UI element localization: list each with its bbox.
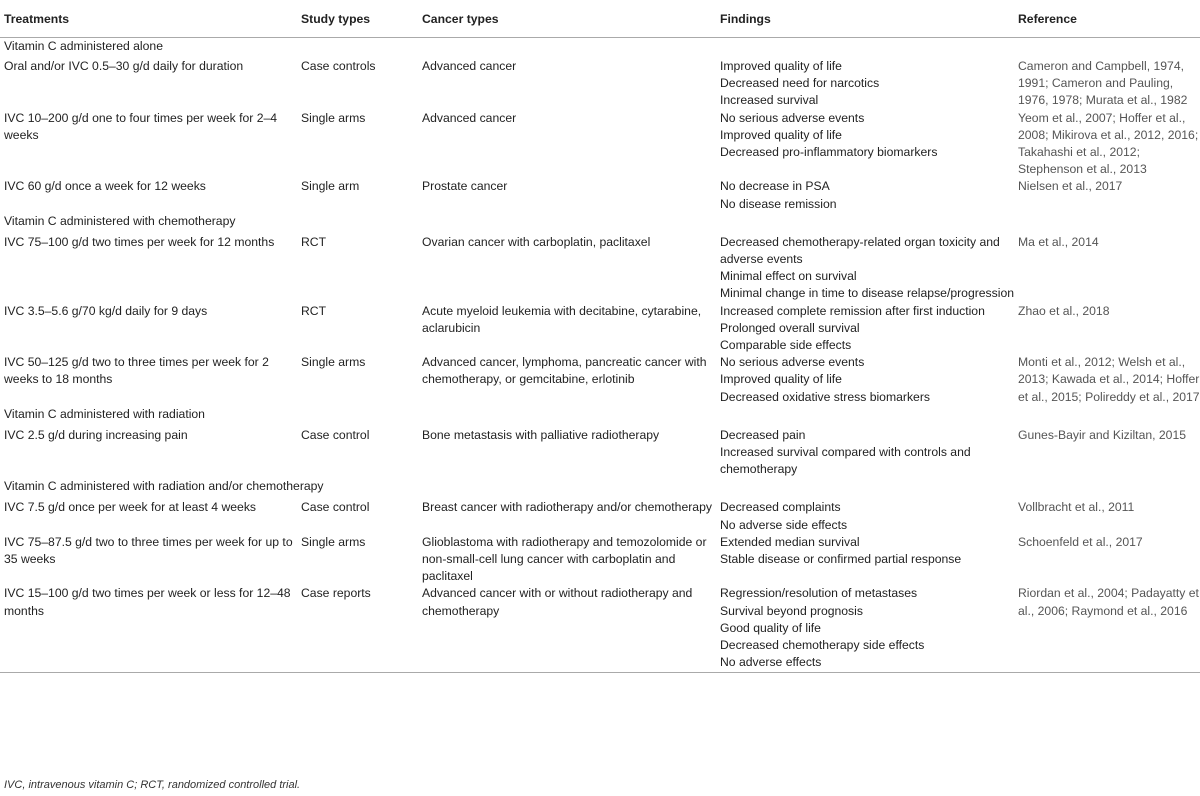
finding-item: Decreased chemotherapy side effects [720,638,925,653]
finding-item: Decreased need for narcotics [720,76,880,91]
table-row [0,110,1200,179]
table-row [0,585,1200,672]
finding-item: No serious adverse events [720,355,865,370]
findings-cell [720,303,1018,355]
cancer-type-cell: Bone metastasis with palliative radiotherapy [422,427,660,442]
finding-item: Prolonged overall survival [720,320,860,335]
finding-item: No adverse side effects [720,517,848,532]
table-row [0,234,1200,303]
study-type-cell: Case control [301,427,370,442]
finding-item: Comparable side effects [720,338,852,353]
study-type-cell: Case control [301,500,370,515]
finding-item: No adverse effects [720,655,822,670]
study-type-cell: Single arms [301,534,366,549]
findings-cell [720,110,1018,179]
treatment-cell: IVC 75–100 g/d two times per week for 12 months [4,234,275,249]
treatment-cell: IVC 75–87.5 g/d two to three times per week for up to 35 weeks [4,534,293,567]
section-row [0,37,1200,58]
findings-cell [720,178,1018,212]
study-type-cell: Case reports [301,585,422,672]
finding-item: Decreased pro-inflammatory biomarkers [720,145,938,160]
section-title: Vitamin C administered alone [4,38,163,53]
findings-cell [720,585,1018,672]
cancer-type-cell: Advanced cancer [422,110,517,125]
section-title: Vitamin C administered with radiation and/or chemotherapy [4,479,324,494]
cancer-type-cell: Prostate cancer [422,179,508,194]
cancer-type-cell: Breast cancer with radiotherapy and/or chemotherapy [422,500,712,515]
reference-cell: Monti et al., 2012; Welsh et al., 2013; Kawada et al., 2014; Hoffer et al., 2015; Polireddy et al., 2017 [1018,355,1200,404]
header-findings: Findings [720,0,1018,37]
study-type-cell: Single arm [301,179,360,194]
section-row [0,478,1200,499]
finding-item: Decreased pain [720,427,806,442]
findings-cell [720,534,1018,586]
table-row [0,303,1200,355]
section-title: Vitamin C administered with chemotherapy [4,213,236,228]
reference-cell: Riordan et al., 2004; Padayatty et al., 2006; Raymond et al., 2016 [1018,585,1200,672]
reference-cell: Ma et al., 2014 [1018,234,1099,249]
treatment-cell: IVC 50–125 g/d two to three times per week for 2 weeks to 18 months [4,355,269,387]
table-footnote: IVC, intravenous vitamin C; RCT, randomized controlled trial. [4,779,301,791]
reference-cell: Zhao et al., 2018 [1018,303,1110,318]
table-row [0,534,1200,586]
study-type-cell: RCT [301,234,327,249]
section-row [0,213,1200,234]
study-type-cell: Single arms [301,110,366,125]
finding-item: Decreased oxidative stress biomarkers [720,389,930,404]
finding-item: Good quality of life [720,620,821,635]
finding-item: Decreased chemotherapy-related organ toxicity and adverse events [720,234,1000,267]
findings-cell [720,234,1018,303]
treatment-cell: Oral and/or IVC 0.5–30 g/d daily for duration [4,59,244,73]
cancer-type-cell: Ovarian cancer with carboplatin, paclitaxel [422,234,651,249]
finding-item: Improved quality of life [720,127,842,142]
cancer-type-cell: Advanced cancer [422,59,517,73]
reference-cell: Yeom et al., 2007; Hoffer et al., 2008; Mikirova et al., 2012, 2016; Takahashi et al., 2012; Stephenson et al., 2013 [1018,110,1199,177]
finding-item: Improved quality of life [720,59,842,73]
table-body [0,37,1200,672]
cancer-type-cell: Acute myeloid leukemia with decitabine, cytarabine, aclarubicin [422,303,702,335]
header-row [0,0,1200,37]
treatment-cell: IVC 15–100 g/d two times per week or less for 12–48 months [0,585,301,672]
finding-item: Increased complete remission after first induction [720,303,985,318]
treatment-cell: IVC 7.5 g/d once per week for at least 4 weeks [4,500,257,515]
finding-item: Stable disease or confirmed partial response [720,552,962,567]
finding-item: No disease remission [720,196,837,211]
cancer-type-cell: Advanced cancer, lymphoma, pancreatic cancer with chemotherapy, or gemcitabine, erlotinib [422,355,707,387]
finding-item: Regression/resolution of metastases [720,586,918,601]
reference-cell: Schoenfeld et al., 2017 [1018,534,1143,549]
findings-cell [720,427,1018,479]
reference-cell: Vollbracht et al., 2011 [1018,500,1135,515]
study-type-cell: Case controls [301,59,376,73]
treatment-cell: IVC 60 g/d once a week for 12 weeks [4,179,206,194]
table-row [0,427,1200,479]
header-study-types: Study types [301,0,422,37]
header-cancer-types: Cancer types [422,0,720,37]
section-title: Vitamin C administered with radiation [4,406,205,421]
table-row [0,178,1200,212]
findings-cell [720,499,1018,533]
cancer-type-cell: Advanced cancer with or without radiotherapy and chemotherapy [422,585,720,672]
findings-cell [720,58,1018,110]
study-type-cell: RCT [301,303,327,318]
table-row [0,354,1200,406]
treatment-cell: IVC 2.5 g/d during increasing pain [4,427,188,442]
section-row [0,406,1200,427]
cancer-type-cell: Glioblastoma with radiotherapy and temozolomide or non-small-cell lung cancer with carboplatin and paclitaxel [422,534,707,584]
treatment-cell: IVC 3.5–5.6 g/70 kg/d daily for 9 days [4,303,208,318]
findings-cell [720,354,1018,406]
finding-item: No serious adverse events [720,110,865,125]
header-treatments: Treatments [0,0,301,37]
finding-item: No decrease in PSA [720,179,830,194]
finding-item: Increased survival [720,93,819,108]
finding-item: Minimal effect on survival [720,269,857,284]
finding-item: Survival beyond prognosis [720,603,863,618]
table-row [0,499,1200,533]
header-reference: Reference [1018,0,1200,37]
finding-item: Minimal change in time to disease relapse/progression [720,286,1015,301]
reference-cell: Nielsen et al., 2017 [1018,179,1123,194]
finding-item: Decreased complaints [720,500,841,515]
treatment-cell: IVC 10–200 g/d one to four times per week for 2–4 weeks [4,110,278,142]
finding-item: Extended median survival [720,534,860,549]
finding-item: Improved quality of life [720,372,842,387]
reference-cell: Cameron and Campbell, 1974, 1991; Cameron and Pauling, 1976, 1978; Murata et al., 1982 [1018,59,1188,108]
study-type-cell: Single arms [301,355,366,370]
table-row [0,58,1200,110]
finding-item: Increased survival compared with controls and chemotherapy [720,445,971,477]
reference-cell: Gunes-Bayir and Kiziltan, 2015 [1018,427,1187,442]
